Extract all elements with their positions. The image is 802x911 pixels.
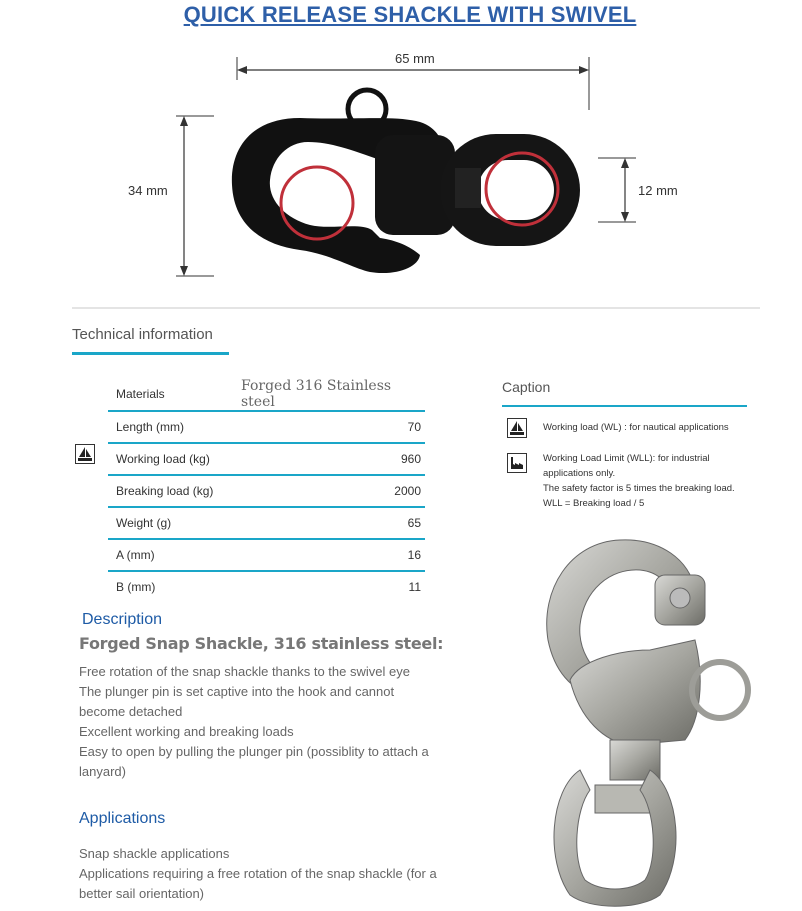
caption-wll-line: The safety factor is 5 times the breaking load.	[543, 483, 735, 494]
dimension-drawing	[0, 0, 802, 300]
spec-value: 65	[235, 507, 426, 539]
caption-wll-line: WLL = Breaking load / 5	[543, 498, 645, 509]
caption-wll-line: applications only.	[543, 468, 616, 479]
spec-label: Materials	[108, 378, 235, 411]
applications-line: Snap shackle applications	[79, 846, 230, 861]
spec-value: Forged 316 Stainless steel	[235, 378, 426, 411]
table-row	[108, 507, 425, 539]
table-row	[108, 539, 425, 571]
spec-label: Length (mm)	[108, 411, 235, 443]
technical-heading-underline	[72, 352, 229, 355]
caption-wll-text	[543, 451, 735, 511]
sailboat-icon	[507, 418, 527, 438]
applications-body	[79, 844, 437, 904]
snap-shackle-photo	[510, 530, 760, 910]
spec-value: 11	[235, 571, 426, 602]
spec-value: 70	[235, 411, 426, 443]
technical-heading: Technical information	[72, 326, 213, 343]
sailboat-icon	[75, 444, 95, 464]
description-line: become detached	[79, 704, 183, 719]
applications-heading: Applications	[79, 810, 166, 827]
spec-value: 2000	[235, 475, 426, 507]
table-row	[108, 411, 425, 443]
circle-eye-label: Ø 12 mm	[491, 184, 541, 198]
applications-line: Applications requiring a free rotation of the snap shackle (for a	[79, 866, 437, 881]
spec-label: A (mm)	[108, 539, 235, 571]
dim-eye-label: 12 mm	[638, 183, 678, 198]
description-line: Free rotation of the snap shackle thanks to the swivel eye	[79, 664, 410, 679]
dim-height-label: 34 mm	[128, 183, 168, 198]
description-line: Excellent working and breaking loads	[79, 724, 294, 739]
caption-heading-underline	[502, 405, 747, 407]
page-title: QUICK RELEASE SHACKLE WITH SWIVEL	[183, 2, 637, 27]
caption-heading: Caption	[502, 379, 551, 395]
spec-label: B (mm)	[116, 580, 156, 594]
dim-width-label: 65 mm	[395, 51, 435, 66]
caption-wll-line: Working Load Limit (WLL): for industrial	[543, 453, 710, 464]
description-heading: Description	[82, 611, 163, 628]
spec-value: 16	[235, 539, 426, 571]
applications-line: better sail orientation)	[79, 886, 205, 901]
table-row	[108, 571, 425, 602]
table-row	[108, 443, 425, 475]
description-subtitle: Forged Snap Shackle, 316 stainless steel:	[79, 634, 444, 653]
description-line: Easy to open by pulling the plunger pin (possiblity to attach a	[79, 744, 429, 759]
spec-value: 960	[235, 443, 426, 475]
description-line: lanyard)	[79, 764, 126, 779]
spec-label: Breaking load (kg)	[108, 475, 235, 507]
section-divider	[72, 307, 760, 309]
table-row	[108, 378, 425, 411]
circle-hook-label: Ø 18 mm	[288, 198, 338, 212]
factory-icon	[507, 453, 527, 473]
description-line: The plunger pin is set captive into the hook and cannot	[79, 684, 395, 699]
spec-table	[108, 378, 425, 602]
table-row	[108, 475, 425, 507]
description-body	[79, 662, 429, 782]
spec-label: Working load (kg)	[108, 443, 235, 475]
caption-wl-text: Working load (WL) : for nautical applications	[543, 422, 729, 433]
spec-label: Weight (g)	[108, 507, 235, 539]
